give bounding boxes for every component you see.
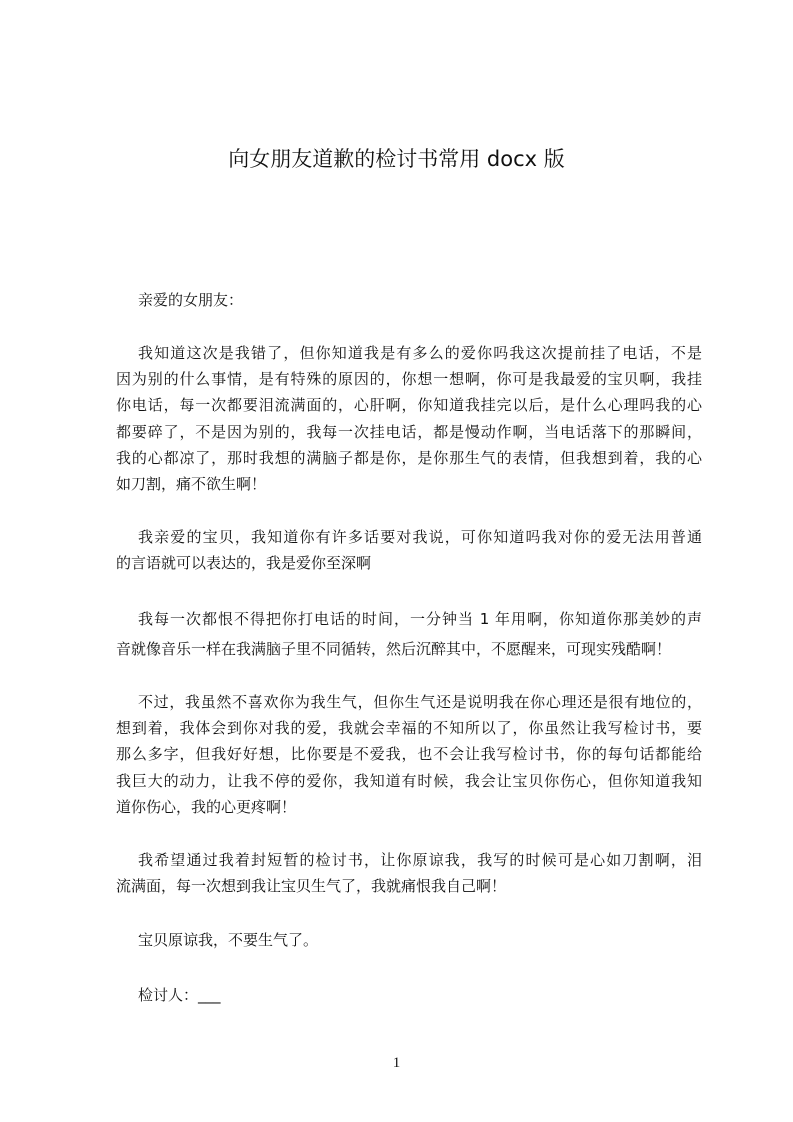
paragraph-line: 如刀割，痛不欲生啊！ xyxy=(116,474,267,493)
paragraph-line: 我希望通过我着封短暂的检讨书，让你原谅我，我写的时候可是心如刀割啊，泪 xyxy=(138,851,702,869)
greeting-text: 亲爱的女朋友： xyxy=(138,291,244,309)
paragraph-line: 想到着，我体会到你对我的爱，我就会幸福的不知所以了，你虽然让我写检讨书，要 xyxy=(116,719,702,738)
page-number: 1 xyxy=(392,1055,401,1071)
paragraph-line: 我每一次都恨不得把你打电话的时间，一分钟当 1 年用啊，你知道你那美妙的声 xyxy=(138,610,702,628)
paragraph-line: 不过，我虽然不喜欢你为我生气，但你生气还是说明我在你心理还是很有地位的， xyxy=(138,693,702,711)
paragraph-line: 我的心都凉了，那时我想的满脑子都是你，是你那生气的表情，但我想到着，我的心 xyxy=(116,448,702,467)
paragraph-line: 流满面，每一次想到我让宝贝生气了，我就痛恨我自己啊！ xyxy=(116,877,507,896)
paragraph xyxy=(116,604,702,664)
paragraph-line: 因为别的什么事情，是有特殊的原因的，你想一想啊，你可是我最爱的宝贝啊，我挂 xyxy=(116,370,702,389)
paragraph xyxy=(116,524,702,576)
signature-text: 检讨人：___ xyxy=(138,986,221,1004)
paragraph xyxy=(116,847,702,899)
paragraph-line: 道你伤心，我的心更疼啊！ xyxy=(116,797,297,816)
document-title: 向女朋友道歉的检讨书常用 docx 版 xyxy=(228,147,565,171)
paragraph-line: 我知道这次是我错了，但你知道我是有多么的爱你吗我这次提前挂了电话，不是 xyxy=(138,344,702,362)
signature xyxy=(116,982,702,1008)
paragraph-line: 都要碎了，不是因为别的，我每一次挂电话，都是慢动作啊，当电话落下的那瞬间， xyxy=(116,422,702,441)
paragraph-line: 你电话，每一次都要泪流满面的，心肝啊，你知道我挂完以后，是什么心理吗我的心 xyxy=(116,396,702,415)
paragraph-line: 那么多字，但我好好想，比你要是不爱我，也不会让我写检讨书，你的每句话都能给 xyxy=(116,745,702,764)
paragraph-line: 音就像音乐一样在我满脑子里不同循转，然后沉醉其中，不愿醒来，可现实残酷啊！ xyxy=(116,640,672,658)
paragraph-line: 我巨大的动力，让我不停的爱你，我知道有时候，我会让宝贝你伤心，但你知道我知 xyxy=(116,771,702,790)
paragraph xyxy=(116,689,702,820)
closing xyxy=(116,927,702,953)
paragraph-line: 的言语就可以表达的，我是爱你至深啊 xyxy=(116,554,372,573)
greeting xyxy=(116,287,702,313)
closing-text: 宝贝原谅我，不要生气了。 xyxy=(138,931,319,949)
paragraph xyxy=(116,340,702,497)
paragraph-line: 我亲爱的宝贝，我知道你有许多话要对我说，可你知道吗我对你的爱无法用普通 xyxy=(138,528,702,546)
